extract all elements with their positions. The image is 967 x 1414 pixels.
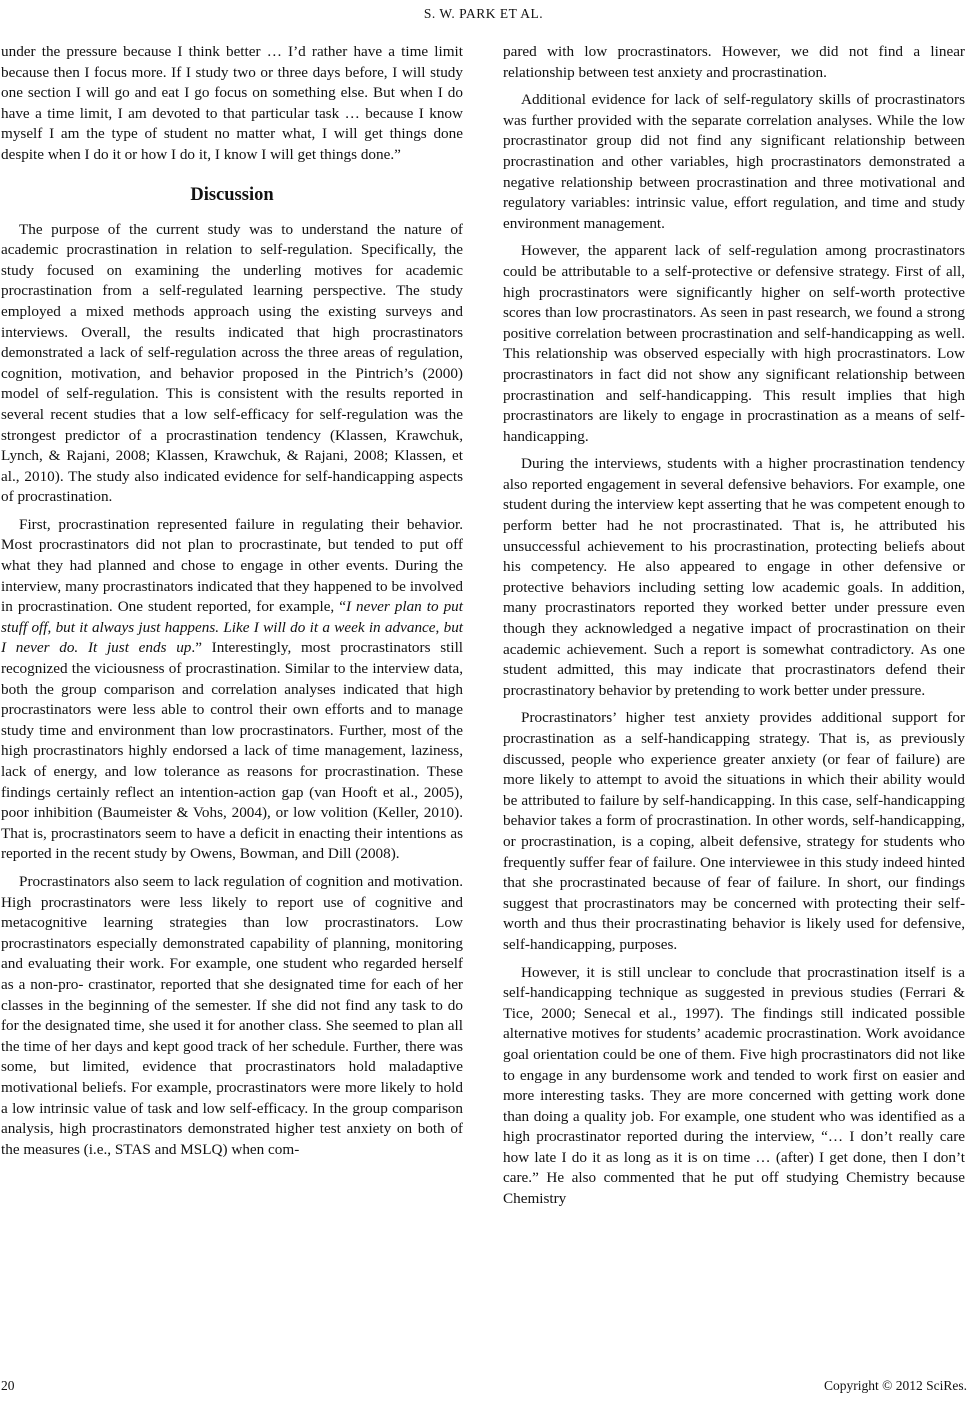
paragraph: The purpose of the current study was to understand the nature of academic procrastination in relation to self-regulation. Specifically, the study focused on examining the underling motives for academic procrastination from a self-regulated learning perspective. The study employed a mixed methods approach using the existing surveys and interviews. Overall, the results indicated that high procrastinators demonstrated a lack of self-regulation across the three areas of regulation, cognition, motivation, and behavior proposed in the Pintrich’s (2000) model of self-regulation. This is consistent with the results reported in several recent studies that a low self-efficacy for self-regulation was the strongest predictor of a procrastination tendency (Klassen, Krawchuk, Lynch, & Rajani, 2008; Klassen, Krawchuk, & Rajani, 2008; Klassen, et al., 2010). The study also indicated evidence for self-handicapping aspects of procrastination. <box>1 220 463 506</box>
paragraph: pared with low procrastinators. However, we did not find a linear relationship between test anxiety and procrastination. <box>503 43 965 81</box>
italic-quote: I never plan to put stuff off <box>1 598 463 636</box>
copyright-notice: Copyright © 2012 SciRes. <box>823 1378 967 1393</box>
paragraph-text: First, procrastination represented failure in regulating their behavior. Most procrastinators did not plan to procrastinate, but tended to put off what they had planned and chose to engage in other events. During the interview, many procrastinators indicated that they happened to be involved in procrastination. One student reported, for example, “ <box>1 515 463 616</box>
paragraph: However, the apparent lack of self-regulation among procrastinators could be attributable to a self-protective or defensive strategy. First of all, high procrastinators were significantly higher on self-worth protective scores than low procrastinators. As seen in past research, we found a strong positive correlation between procrastination and self-handicapping as well. This relationship was observed especially with high procrastinators. Low procrastinators in fact did not show any significant relationship between procrastination and self-handicapping. This result implies that high procrastinators are likely to engage in procrastination as a means of self-handicapping. <box>503 242 965 445</box>
left-column <box>1 42 463 1167</box>
paragraph: During the interviews, students with a higher procrastination tendency also reported engagement in several defensive behaviors. For example, one student during the interview kept asserting that he was competent enough to perform better had he not procrastinated. That is, he attributed his unsuccessful achievement to his procrastination, protecting beliefs about his competency. He also appeared to engage in other defensive or protective behaviors including setting low academic goals. In addition, many procrastinators reported they worked better under pressure even though they acknowledged a negative impact of procrastination on their academic achievement. Such a report is somewhat contradictory. As one student admitted, this may indicate that procrastinators defend their procrastinatory behavior by pretending to work better under pressure. <box>503 455 965 699</box>
italic-quote: but it always just happens. Like I will do it a week in advance <box>55 618 436 636</box>
paragraph-text: , <box>435 618 444 636</box>
paragraph-text: .” Interestingly, most procrastinators still recognized the viciousness of procrastination. Similar to the interview data, both the group comparison and correlation analyses indicated that high procrastinators were less able to control their own efforts and to manage study time and environment than low procrastinators. Further, most of the high procrastinators highly endorsed a lack of time management, laziness, lack of energy, and low tolerance as reasons for procrastination. These findings certainly reflect an intention-action gap (van Hooft et al., 2005), poor inhibition (Baumeister & Vohs, 2004), or low volition (Keller, 2010). That is, procrastinators seem to have a deficit in enacting their intentions as reported in the recent study by Owens, Bowman, and Dill (2008). <box>1 639 464 863</box>
paragraph: Procrastinators’ higher test anxiety provides additional support for procrastination as a self-handicapping strategy. That is, as previously discussed, people who experience greater anxiety (or fear of failure) are more likely to attempt to avoid the situations in which their ability would be attributed to failure by self-handicapping. In this case, self-handicapping behavior takes a form of procrastination. In other words, self-handicapping, or procrastination, is a coping, albeit defensive, strategy for students who frequently suffer fear of failure. One interviewee in this study indeed hinted that she procrastinated because of fear of failure. In short, our findings suggest that procrastinators may be concerned with protecting their self-worth and thus their procrastinating behavior is likely used for defensive, self-handicapping, purposes. <box>503 709 965 953</box>
paragraph: However, it is still unclear to conclude that procrastination itself is a self-handicapping technique as suggested in previous studies (Ferrari & Tice, 2000; Senecal et al., 1997). The findings still indicated possible alternative motives for students’ academic procrastination. Work avoidance goal orientation could be one of them. Five high procrastinators did not like to engage in any burdensome work and tended to work first on easier and more interesting tasks. They are more concerned with getting work done than doing a quality job. For example, one student who was identified as a high procrastinator reported during the interview, “… I don’t really care how late I do it as long as it is on time … (after) I get done, then I don’t care.” He also commented that he put off studying Chemistry because Chemistry <box>503 963 965 1208</box>
italic-quote: but I never do. It just ends up <box>1 618 464 657</box>
right-column <box>503 42 965 1217</box>
paragraph: under the pressure because I think better … I’d rather have a time limit because then I focus more. If I study two or three days before, I will study one section I will go and eat I go focus on something else. But when I do have a time limit, I am devoted to that particular task … because I know myself I am the type of student no matter what, I will get things done despite when I do it or how I do it, I know I will get things done.” <box>1 43 463 163</box>
page-footer <box>0 1378 967 1398</box>
running-head: S. W. PARK ET AL. <box>423 6 544 21</box>
paragraph-text: , <box>47 618 56 636</box>
paragraph <box>1 515 463 865</box>
paragraph: Additional evidence for lack of self-regulatory skills of procrastinators was further provided with the separate correlation analyses. While the low procrastinator group did not find any significant relationship between procrastination and other variables, high procrastinators demonstrated a negative relationship between procrastination and three motivational and regulatory variables: intrinsic value, effort regulation, and time and study environment management. <box>503 91 965 232</box>
section-heading: Discussion <box>190 184 274 205</box>
paragraph: Procrastinators also seem to lack regulation of cognition and motivation. High procrastinators were less likely to report use of cognitive and metacognitive learning strategies than low procrastinators. Low procrastinators especially demonstrated capability of planning, monitoring and evaluating their work. For example, one student who regarded herself as a non-pro- crastinator, reported that she designated time for each of her classes in the beginning of the semester. If she did not find any task to do for the designated time, she used it for another class. She seemed to plan all the time of her days and kept good track of her schedule. Further, there was some, but limited, evidence that procrastinators hold maladaptive motivational beliefs. For example, procrastinators were more likely to hold a low intrinsic value of task and low self-efficacy. In the group comparison analysis, high procrastinators demonstrated higher test anxiety on both of the measures (i.e., STAS and MSLQ) when com- <box>1 872 463 1158</box>
page-number: 20 <box>1 1378 15 1393</box>
